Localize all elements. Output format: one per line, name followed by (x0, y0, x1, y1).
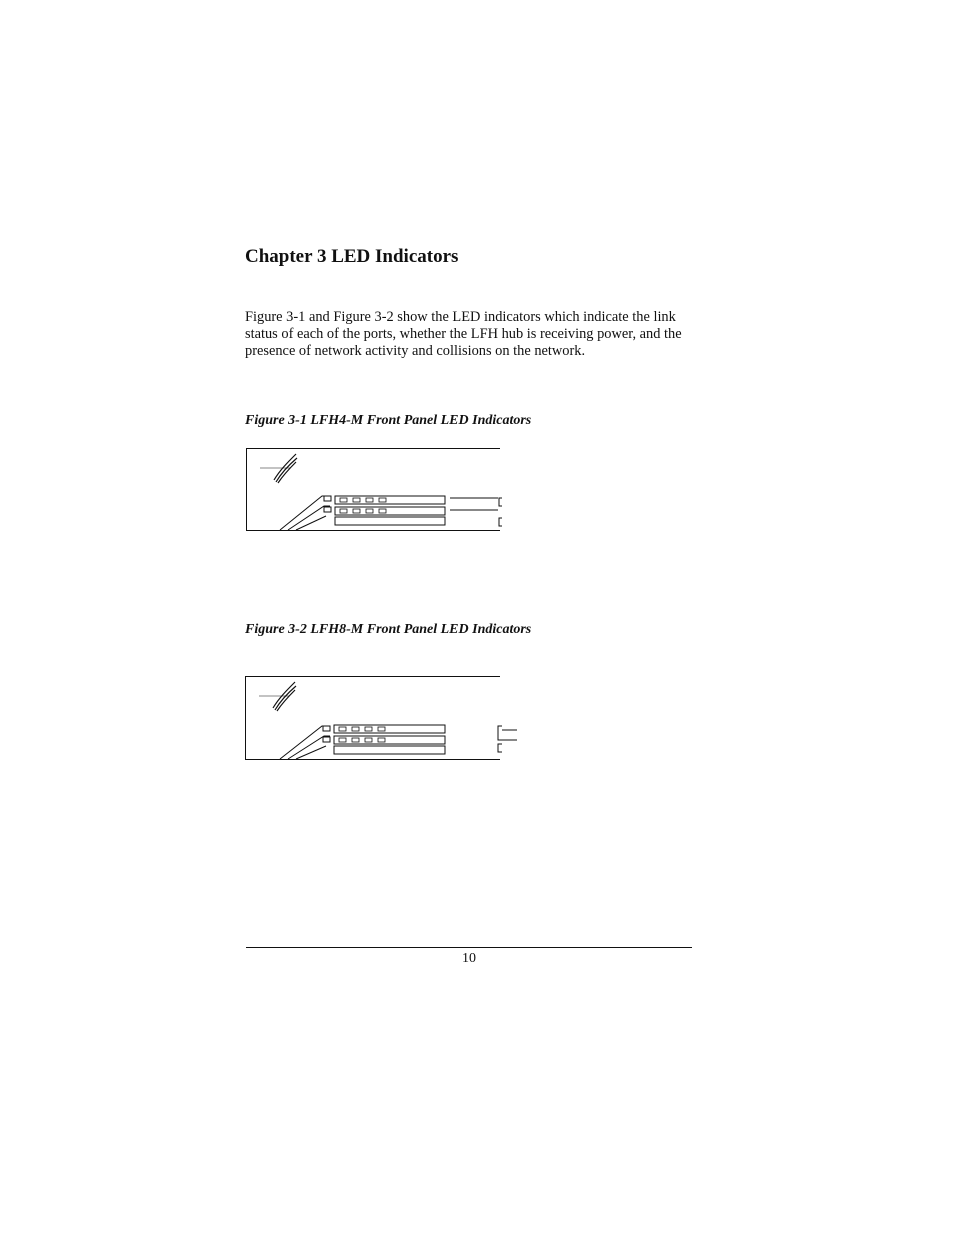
footer-rule (246, 947, 692, 948)
figure-3-2-caption: Figure 3-2 LFH8-M Front Panel LED Indicators (245, 622, 532, 637)
bracket (498, 726, 502, 740)
panel-outline (246, 677, 501, 760)
lancast-logo-icon (259, 682, 296, 711)
chapter-title: Chapter 3 LED Indicators (245, 246, 459, 267)
intro-paragraph: Figure 3-1 and Figure 3-2 show the LED indicators which indicate the link status of each of the ports, whether the LFH hub is receiving power, and the presence of network activity and collisions on the network. (245, 309, 682, 359)
bracket (499, 498, 502, 506)
panel-outline (247, 449, 501, 531)
status-led (323, 737, 330, 742)
status-led (324, 507, 331, 512)
port-led-strip (334, 746, 445, 754)
port-led-row (340, 498, 386, 502)
bracket (499, 518, 502, 526)
port-led-strip (334, 736, 445, 744)
port-led-strip (335, 517, 445, 525)
bezel-line (280, 496, 330, 530)
page-number: 10 (462, 951, 476, 966)
port-led-strip (335, 507, 445, 515)
port-led-row (339, 738, 385, 742)
bezel-line (296, 516, 326, 530)
bracket (498, 744, 502, 752)
status-led (323, 726, 330, 731)
port-led-row (339, 727, 385, 731)
figure-3-1-caption: Figure 3-1 LFH4-M Front Panel LED Indicators (245, 413, 532, 428)
status-led (324, 496, 331, 501)
lfh4-m-front-panel-diagram (244, 446, 524, 536)
lancast-logo-icon (260, 454, 297, 483)
bezel-line (296, 746, 326, 759)
lfh8-m-front-panel-diagram (244, 674, 524, 764)
port-led-strip (335, 496, 445, 504)
port-led-row (340, 509, 386, 513)
port-led-strip (334, 725, 445, 733)
